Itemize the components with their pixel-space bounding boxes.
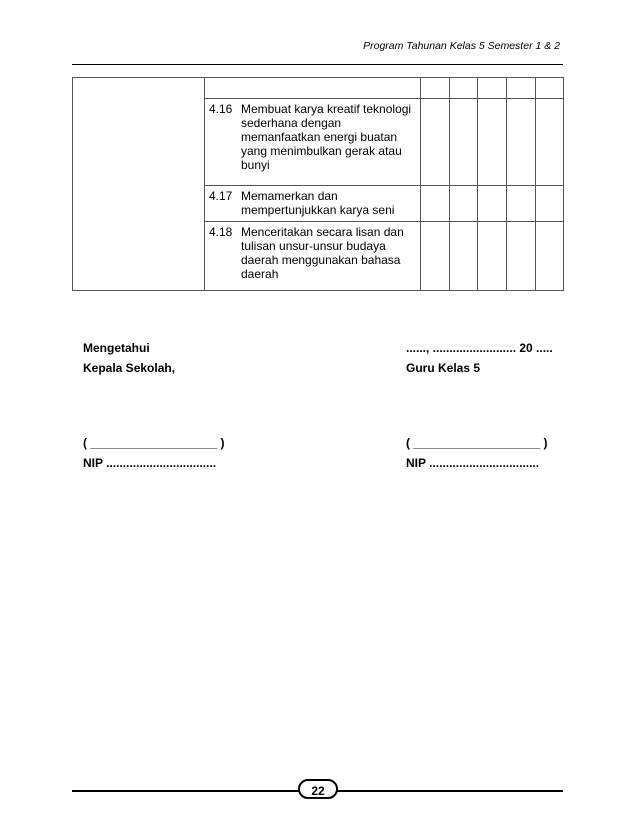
table-row — [73, 78, 564, 99]
check-cell — [450, 78, 478, 99]
kd-text: Menceritakan secara lisan dan tulisan unsur-unsur budaya daerah menggunakan bahasa daerah — [241, 225, 404, 281]
check-cell — [507, 99, 536, 186]
signature-left-name-line: ( ___________________ ) — [83, 436, 225, 450]
check-cell — [478, 222, 507, 291]
kd-text: Membuat karya kreatif teknologi sederhana dengan memanfaatkan energi buatan yang menimbulkan gerak atau bunyi — [241, 102, 412, 172]
page-number: 22 — [298, 779, 338, 799]
check-cell — [536, 222, 564, 291]
kd-text: Memamerkan dan mempertunjukkan karya seni — [241, 189, 395, 217]
check-cell — [478, 99, 507, 186]
header-rule — [72, 64, 563, 65]
check-cell — [536, 78, 564, 99]
check-cell — [507, 222, 536, 291]
check-cell — [478, 78, 507, 99]
check-cell — [536, 99, 564, 186]
check-cell — [421, 99, 450, 186]
signature-right-line2: Guru Kelas 5 — [406, 361, 481, 375]
check-cell — [421, 78, 450, 99]
check-cell — [421, 222, 450, 291]
kd-cell — [205, 222, 421, 291]
kd-cell — [205, 78, 421, 99]
kd-number: 4.16 — [209, 102, 233, 116]
check-cell — [536, 186, 564, 222]
kd-cell — [205, 186, 421, 222]
kd-number: 4.18 — [209, 225, 233, 239]
header-title: Program Tahunan Kelas 5 Semester 1 & 2 — [363, 40, 560, 52]
check-cell — [507, 186, 536, 222]
check-cell — [507, 78, 536, 99]
signature-right-name-line: ( ___________________ ) — [406, 436, 548, 450]
signature-right-nip: NIP ................................. — [406, 456, 540, 470]
check-cell — [450, 222, 478, 291]
signature-right-line1: ......, ......................... 20 ..... — [406, 341, 553, 355]
signature-left-nip: NIP ................................. — [83, 456, 217, 470]
empty-cell — [73, 78, 205, 291]
kd-number: 4.17 — [209, 189, 233, 203]
check-cell — [450, 186, 478, 222]
footer-rule-right — [337, 790, 563, 792]
signature-left-line1: Mengetahui — [83, 341, 150, 355]
check-cell — [450, 99, 478, 186]
check-cell — [421, 186, 450, 222]
kd-cell — [205, 99, 421, 186]
signature-left-line2: Kepala Sekolah, — [83, 361, 176, 375]
footer-rule-left — [72, 790, 299, 792]
program-table — [72, 77, 564, 291]
check-cell — [478, 186, 507, 222]
